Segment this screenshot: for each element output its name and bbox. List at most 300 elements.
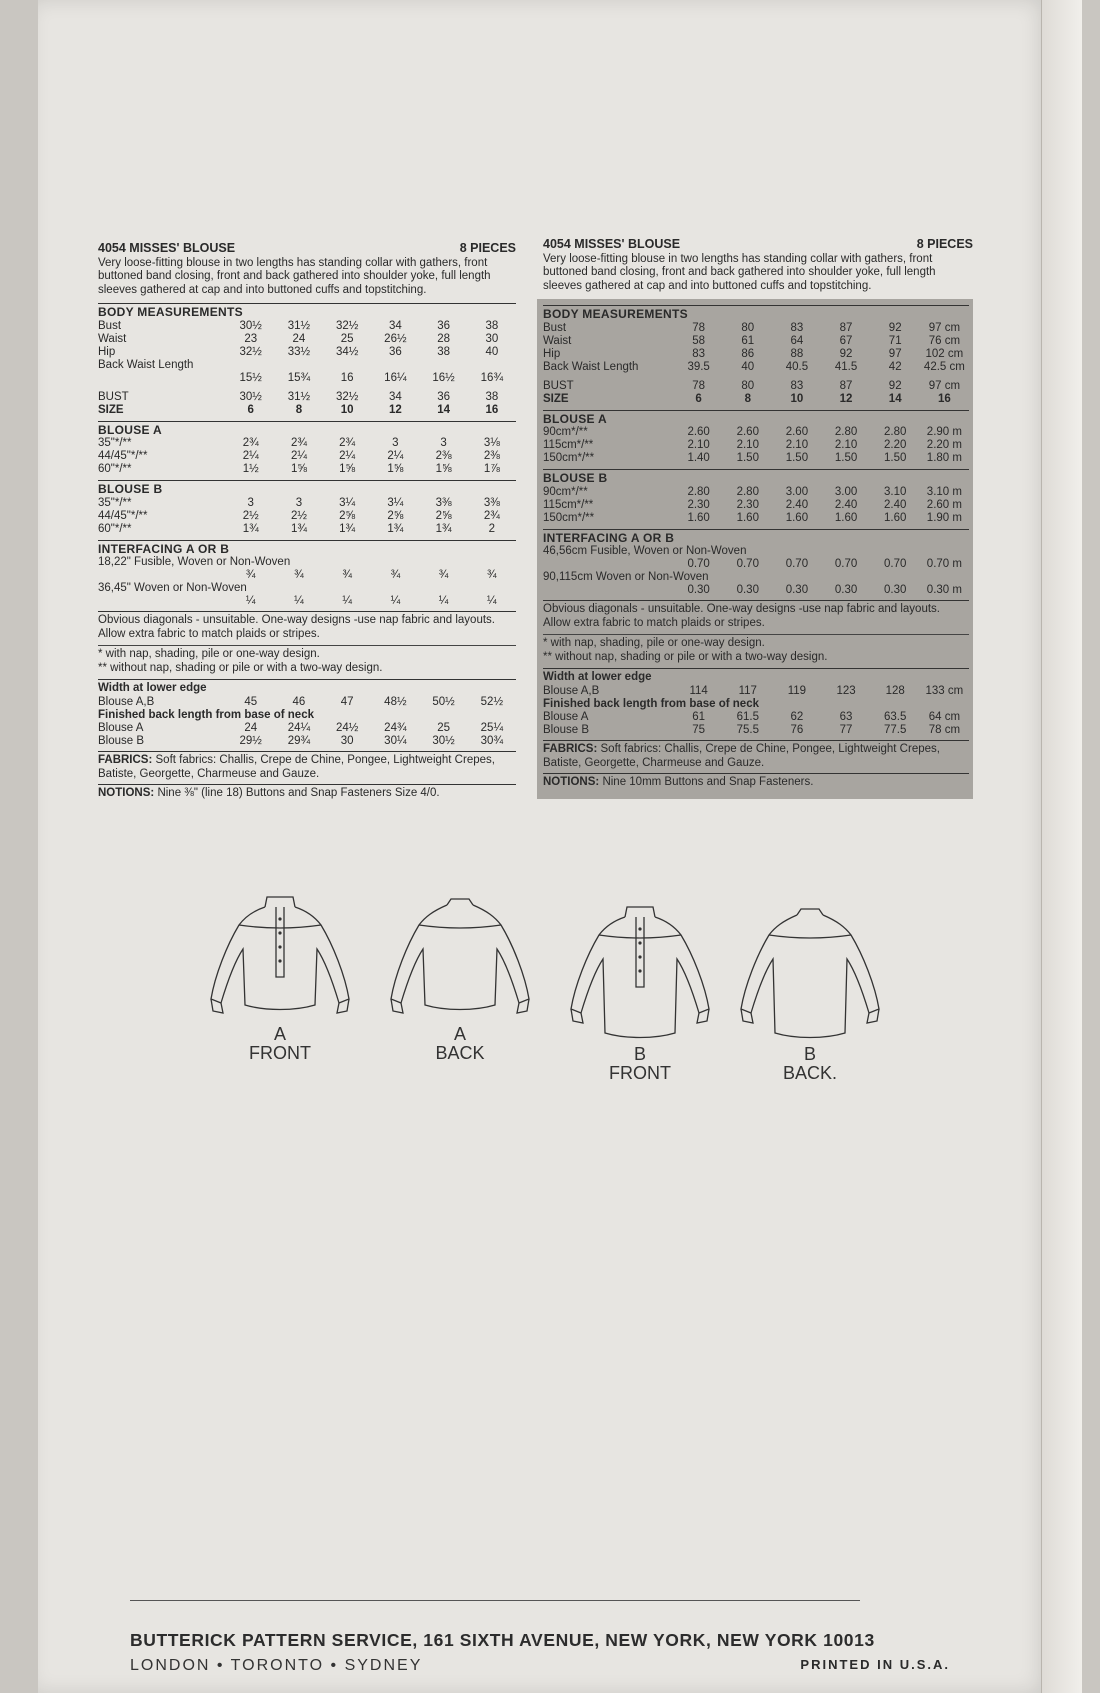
row-label: BUST xyxy=(98,390,129,403)
section-title: BLOUSE B xyxy=(98,482,163,496)
row-label: 35"*/** xyxy=(98,437,132,449)
row-value: 78 xyxy=(692,379,706,392)
row-label: 90cm*/** xyxy=(543,485,588,498)
row-label: BUST xyxy=(543,379,574,392)
row-label: Hip xyxy=(98,345,116,358)
table-row xyxy=(98,722,516,735)
table-row xyxy=(98,372,516,385)
pieces-count: 8 PIECES xyxy=(459,241,516,255)
row-value: 2⅝ xyxy=(339,509,356,522)
pattern-number: 4054 MISSES' BLOUSE xyxy=(98,241,236,255)
row-value: 0.30 xyxy=(884,584,907,596)
row-value: 30¾ xyxy=(480,735,504,747)
row-value: ¾ xyxy=(390,569,401,581)
row-value: 102 cm xyxy=(925,347,964,360)
row-value xyxy=(371,359,419,372)
sketch-letter: A xyxy=(273,1024,286,1044)
row-value: 123 xyxy=(836,684,856,697)
row-value: 71 xyxy=(888,334,902,347)
sketch-view: BACK. xyxy=(782,1063,838,1083)
with-nap-note: * with nap, shading, pile or one-way design. xyxy=(543,637,765,649)
row-value: 25 xyxy=(340,332,354,345)
row-value: 1.40 xyxy=(687,452,710,464)
row-value: 36 xyxy=(388,345,402,358)
row-label: Blouse B xyxy=(543,724,590,736)
row-value: 1⅝ xyxy=(435,463,452,475)
sketch-letter: B xyxy=(633,1044,646,1064)
row-value: 2¼ xyxy=(242,450,259,462)
row-value: 52½ xyxy=(480,695,504,708)
row-value: 86 xyxy=(741,347,755,360)
row-label: SIZE xyxy=(543,392,569,405)
row-value: 2¾ xyxy=(339,437,356,449)
section-title: BODY MEASUREMENTS xyxy=(98,305,243,319)
row-value: 114 xyxy=(689,684,708,697)
row-value: ¾ xyxy=(342,569,352,581)
row-value: 2¼ xyxy=(290,450,307,462)
row-label: 60"*/** xyxy=(98,522,132,535)
row-value: 6 xyxy=(247,403,254,416)
row-value: 3.00 xyxy=(834,485,858,498)
diagonals-note: Obvious diagonals - unsuitable. One-way designs -use nap fabric and layouts. Allow extra fabric to match plaids or stripes. xyxy=(543,600,969,630)
footer-divider xyxy=(130,1600,860,1601)
row-value: 1¾ xyxy=(290,522,307,535)
row-value: 40 xyxy=(741,360,755,373)
row-value: ¼ xyxy=(487,595,497,607)
metric-column xyxy=(543,238,973,799)
row-value: 58 xyxy=(692,334,706,347)
row-value: ¾ xyxy=(438,569,449,581)
width-title: Width at lower edge xyxy=(543,671,652,683)
notions-text: Nine 10mm Buttons and Snap Fasteners. xyxy=(602,776,814,788)
notions xyxy=(543,773,969,790)
row-value: 2¾ xyxy=(483,509,500,522)
row-label: 36,45" Woven or Non-Woven xyxy=(98,582,247,594)
row-value: 97 xyxy=(888,347,902,360)
row-value: 38 xyxy=(485,390,499,403)
row-value: 2.80 xyxy=(736,485,759,498)
row-value: 15¾ xyxy=(287,371,311,384)
row-value: 88 xyxy=(790,347,804,360)
sketch-letter: B xyxy=(803,1044,816,1064)
row-value: 63.5 xyxy=(884,711,907,723)
fabrics-text: Soft fabrics: Challis, Crepe de Chine, Pongee, Lightweight Crepes, Batiste, Georgette, Charmeuse and Gauze. xyxy=(543,743,940,769)
row-value: 1¾ xyxy=(339,522,356,535)
section-title: BLOUSE A xyxy=(98,422,162,437)
table-row xyxy=(543,724,969,737)
table-row xyxy=(98,523,516,536)
imperial-column xyxy=(98,242,516,804)
row-value: 12 xyxy=(388,403,402,416)
table-row xyxy=(543,452,969,465)
table-row xyxy=(543,558,969,571)
row-value: 31½ xyxy=(287,390,311,403)
table-row xyxy=(98,510,516,523)
row-value: 16 xyxy=(340,371,354,384)
notions-label: NOTIONS: xyxy=(543,776,600,788)
envelope-flap-edge xyxy=(1041,0,1082,1693)
without-nap-note: ** without nap, shading or pile or with a two-way design. xyxy=(98,661,383,674)
row-value: 2.10 xyxy=(785,439,809,451)
row-value: 1¾ xyxy=(435,522,452,535)
row-value: 50½ xyxy=(432,695,455,708)
row-value: 1.60 xyxy=(884,511,907,524)
row-value xyxy=(275,359,323,372)
row-value: 0.30 xyxy=(736,584,759,596)
row-value: 14 xyxy=(437,403,450,416)
finished-measurements xyxy=(98,679,516,748)
table-row xyxy=(543,335,969,348)
notions-label: NOTIONS: xyxy=(98,787,155,799)
row-value: 2⅝ xyxy=(435,509,452,522)
row-value: 3¼ xyxy=(387,496,404,509)
row-value: 1⅞ xyxy=(483,463,500,475)
with-nap-note: * with nap, shading, pile or one-way design. xyxy=(98,648,320,660)
row-label: Hip xyxy=(543,347,561,360)
table-row xyxy=(543,322,969,335)
row-label: 35"*/** xyxy=(98,496,132,509)
table-row xyxy=(98,556,516,569)
row-value: 2¾ xyxy=(290,437,307,449)
row-value: 32½ xyxy=(335,319,359,332)
row-value: 32½ xyxy=(239,345,262,358)
row-value: 8 xyxy=(295,403,303,416)
fabrics-label: FABRICS: xyxy=(98,754,153,766)
row-value: 34½ xyxy=(335,345,359,358)
row-value: 12 xyxy=(839,392,853,405)
row-value: 64 xyxy=(790,334,804,347)
row-value: 75.5 xyxy=(736,724,759,736)
row-value xyxy=(468,359,516,372)
row-value: 47 xyxy=(340,695,354,708)
description: Very loose-fitting blouse in two lengths has standing collar with gathers, front buttoned band closing, front and back gathered into shoulder yoke, full length sleeves gathered at cap and into buttoned cuffs and topstitching. xyxy=(98,256,491,296)
size-table xyxy=(98,391,516,417)
row-label: Back Waist Length xyxy=(98,358,194,371)
section-title: BLOUSE B xyxy=(543,471,608,485)
nap-notes xyxy=(98,645,516,675)
finished-title: Finished back length from base of neck xyxy=(98,708,314,721)
row-value: 26½ xyxy=(384,332,407,345)
row-value: 2.60 xyxy=(785,426,809,438)
table-row xyxy=(98,463,516,476)
row-value: 46 xyxy=(292,695,306,708)
publisher-address: BUTTERICK PATTERN SERVICE, 161 SIXTH AVENUE, NEW YORK, NEW YORK 10013 xyxy=(130,1630,875,1650)
row-value: 2.10 xyxy=(687,439,710,451)
table-row xyxy=(543,439,969,452)
section-title: INTERFACING A OR B xyxy=(543,530,675,545)
row-value: ¼ xyxy=(342,595,352,607)
row-value: 2¾ xyxy=(242,437,259,449)
row-value: 15½ xyxy=(239,371,262,384)
row-spacer xyxy=(98,569,227,582)
row-value: 34 xyxy=(388,390,402,403)
row-value: 2.60 m xyxy=(926,498,962,511)
row-value: 2.20 m xyxy=(926,439,962,451)
row-value: 1.60 xyxy=(834,511,858,524)
row-label: Blouse A xyxy=(543,711,589,723)
row-label: SIZE xyxy=(98,403,124,416)
row-label: Blouse A,B xyxy=(543,684,600,697)
row-value: 10 xyxy=(790,392,804,405)
row-value: 133 cm xyxy=(925,684,964,697)
row-value: ¼ xyxy=(245,595,256,607)
row-value: 16¼ xyxy=(384,371,407,384)
row-value: 45 xyxy=(244,695,258,708)
row-label: 44/45"*/** xyxy=(98,450,148,462)
row-value: 25¼ xyxy=(480,722,504,734)
row-value: 32½ xyxy=(335,390,359,403)
row-value: 24¼ xyxy=(287,722,311,734)
row-value: 2.40 xyxy=(834,498,858,511)
table-row xyxy=(543,426,969,439)
row-value: 83 xyxy=(790,379,804,392)
row-value: 8 xyxy=(744,392,751,405)
row-value xyxy=(419,359,467,372)
row-value: 87 xyxy=(839,379,853,392)
table-row xyxy=(543,361,969,374)
finished-title: Finished back length from base of neck xyxy=(543,697,759,710)
table-row xyxy=(98,346,516,359)
row-value: 38 xyxy=(485,319,499,332)
table-row xyxy=(98,497,516,510)
row-value: 2.40 xyxy=(785,498,809,511)
row-value: 0.30 m xyxy=(926,584,962,596)
row-value: 3 xyxy=(247,496,254,509)
row-value: 2½ xyxy=(290,509,307,522)
row-value: 24½ xyxy=(335,722,359,734)
row-value: 30¼ xyxy=(384,735,407,747)
row-value: 2⅜ xyxy=(483,450,500,462)
row-label: 115cm*/** xyxy=(543,498,594,511)
row-value: 0.30 xyxy=(687,584,710,596)
row-value: 36 xyxy=(437,319,450,332)
row-value: 1.50 xyxy=(834,452,858,464)
row-value: 24 xyxy=(244,722,258,734)
table-row xyxy=(543,486,969,499)
metric-shaded-box xyxy=(537,299,973,799)
row-value: 1.50 xyxy=(785,452,809,464)
row-value: 92 xyxy=(888,379,902,392)
row-value: ¼ xyxy=(438,595,449,607)
sketch-view: FRONT xyxy=(609,1063,671,1083)
fabrics-label: FABRICS: xyxy=(543,743,598,755)
row-value: 80 xyxy=(741,321,755,334)
row-label: Blouse B xyxy=(98,735,145,747)
row-value: 3 xyxy=(295,496,303,509)
row-value: 2.20 xyxy=(884,439,907,451)
row-value: 76 xyxy=(790,724,804,736)
blouse-b-yardage xyxy=(543,469,969,525)
row-value: 78 xyxy=(692,321,706,334)
table-row xyxy=(98,320,516,333)
row-value: 24 xyxy=(292,332,306,345)
row-label: 46,56cm Fusible, Woven or Non-Woven xyxy=(543,545,747,557)
row-spacer xyxy=(543,558,674,571)
row-value: 87 xyxy=(839,321,853,334)
row-value: 61 xyxy=(692,711,706,723)
row-value: 2.90 m xyxy=(926,426,962,438)
row-value: 2.10 xyxy=(736,439,759,451)
body-measurements xyxy=(543,305,969,406)
row-value: 2.40 xyxy=(884,498,907,511)
row-value: 33½ xyxy=(287,345,311,358)
row-value: 39.5 xyxy=(687,360,710,373)
body-table xyxy=(98,320,516,385)
row-value: 40.5 xyxy=(785,360,809,373)
row-value: 1.50 xyxy=(736,452,759,464)
row-value: 2⅝ xyxy=(387,509,404,522)
row-label: 90,115cm Woven or Non-Woven xyxy=(543,571,709,583)
row-value: 80 xyxy=(741,379,755,392)
row-value: 6 xyxy=(695,392,702,405)
row-value xyxy=(323,359,371,372)
row-value: 1⅝ xyxy=(339,463,356,475)
row-label: 44/45"*/** xyxy=(98,509,148,522)
row-value: 1.50 xyxy=(884,452,907,464)
row-value: 24¾ xyxy=(384,722,407,734)
row-value: 23 xyxy=(244,332,258,345)
fabrics xyxy=(543,740,969,770)
table-row xyxy=(543,584,969,597)
row-value: 77 xyxy=(839,724,853,736)
row-value: 0.70 xyxy=(736,558,759,570)
header xyxy=(543,238,973,252)
table-row xyxy=(98,333,516,346)
row-value: 75 xyxy=(692,724,706,736)
notions xyxy=(98,784,516,801)
row-value: 0.30 xyxy=(834,584,858,596)
blouse-b-back-drawing xyxy=(735,905,885,1045)
row-value: 48½ xyxy=(384,695,407,708)
footer xyxy=(130,1630,950,1675)
row-value: 30 xyxy=(485,332,499,345)
row-value: 30½ xyxy=(239,390,262,403)
row-value: 77.5 xyxy=(884,724,907,736)
row-label: 90cm*/** xyxy=(543,426,588,438)
sketch-letter: A xyxy=(453,1024,466,1044)
row-label: 18,22" Fusible, Woven or Non-Woven xyxy=(98,556,291,568)
row-value: 2.60 xyxy=(736,426,759,438)
table-row xyxy=(543,711,969,724)
fabrics-text: Soft fabrics: Challis, Crepe de Chine, Pongee, Lightweight Crepes, Batiste, Georgette, Charmeuse and Gauze. xyxy=(98,754,495,780)
finished-measurements xyxy=(543,668,969,737)
row-value: 0.70 xyxy=(884,558,907,570)
row-value: 38 xyxy=(437,345,450,358)
table-row xyxy=(543,512,969,525)
row-value: 3¼ xyxy=(339,496,356,509)
row-value: 16¾ xyxy=(480,371,504,384)
table-row xyxy=(543,545,969,558)
row-value: 30 xyxy=(340,735,354,747)
row-value: 31½ xyxy=(287,319,311,332)
row-value: 29¾ xyxy=(287,735,311,747)
row-value: 2¼ xyxy=(339,450,356,462)
row-value: 78 cm xyxy=(928,724,961,736)
row-value: 16 xyxy=(937,392,951,405)
row-value: 1½ xyxy=(242,463,259,475)
interfacing xyxy=(98,540,516,609)
row-value: 1.60 xyxy=(736,511,759,524)
sketch-b-front xyxy=(560,905,720,1105)
row-value: 3⅛ xyxy=(483,437,500,449)
table-row xyxy=(98,437,516,450)
row-value: 92 xyxy=(888,321,902,334)
description: Very loose-fitting blouse in two lengths has standing collar with gathers, front buttoned band closing, front and back gathered into shoulder yoke, full length sleeves gathered at cap and into buttoned cuffs and topstitching. xyxy=(543,252,936,292)
row-value: 1¾ xyxy=(387,522,404,535)
row-value xyxy=(227,359,275,372)
row-value: 34 xyxy=(388,319,402,332)
row-value: ¼ xyxy=(390,595,401,607)
row-label: 150cm*/** xyxy=(543,511,595,524)
section-title: BODY MEASUREMENTS xyxy=(543,307,688,321)
row-value: 2.80 xyxy=(834,426,858,438)
row-value: 0.30 xyxy=(785,584,809,596)
row-value: 61.5 xyxy=(736,711,759,723)
blouse-a-yardage xyxy=(98,421,516,477)
row-value: 36 xyxy=(437,390,450,403)
row-value: 30½ xyxy=(239,319,262,332)
row-value: ¾ xyxy=(487,569,497,581)
sketch-view: FRONT xyxy=(249,1043,311,1063)
row-value: 1.80 m xyxy=(926,452,962,464)
row-value: 64 cm xyxy=(928,711,961,723)
fabrics xyxy=(98,751,516,781)
row-value: 0.70 xyxy=(785,558,809,570)
row-value: 40 xyxy=(485,345,499,358)
diagonals-note: Obvious diagonals - unsuitable. One-way designs -use nap fabric and layouts. Allow extra fabric to match plaids or stripes. xyxy=(98,611,516,641)
row-value: 1.60 xyxy=(785,511,809,524)
row-value: 83 xyxy=(790,321,804,334)
row-value: 62 xyxy=(790,711,804,723)
table-row xyxy=(98,450,516,463)
row-value: 3⅜ xyxy=(483,496,500,509)
table-row xyxy=(98,582,516,595)
row-value: 2⅜ xyxy=(435,450,452,462)
row-value: 3 xyxy=(440,437,447,449)
row-value: 3.10 m xyxy=(926,485,962,498)
row-value: 42 xyxy=(888,360,902,373)
printed-in: PRINTED IN U.S.A. xyxy=(800,1657,950,1672)
pieces-count: 8 PIECES xyxy=(916,237,973,251)
row-label: 115cm*/** xyxy=(543,439,594,451)
row-value: 16 xyxy=(485,403,499,416)
header xyxy=(98,242,516,256)
row-value: 29½ xyxy=(239,735,262,747)
table-row xyxy=(543,348,969,361)
row-value: 16½ xyxy=(432,371,455,384)
row-value: 2.60 xyxy=(687,426,710,438)
sketch-b-back xyxy=(730,905,890,1105)
row-label: Bust xyxy=(543,321,567,334)
row-value: 28 xyxy=(437,332,450,345)
row-value: 42.5 cm xyxy=(923,360,965,373)
row-value: 2.10 xyxy=(834,439,858,451)
row-value: 0.70 m xyxy=(926,558,962,570)
interfacing xyxy=(543,529,969,598)
row-label: Waist xyxy=(543,334,572,347)
table-row xyxy=(543,571,969,584)
row-value: 2 xyxy=(488,522,496,535)
row-value: 2.30 xyxy=(736,498,759,511)
row-value: 119 xyxy=(787,684,807,697)
row-label: Bust xyxy=(98,319,122,332)
blouse-a-yardage xyxy=(543,410,969,466)
blouse-b-front-drawing xyxy=(565,905,715,1045)
row-value: 97 cm xyxy=(928,321,961,334)
row-value: 128 xyxy=(885,684,905,697)
row-value: 3⅜ xyxy=(435,496,452,509)
table-row xyxy=(98,569,516,582)
